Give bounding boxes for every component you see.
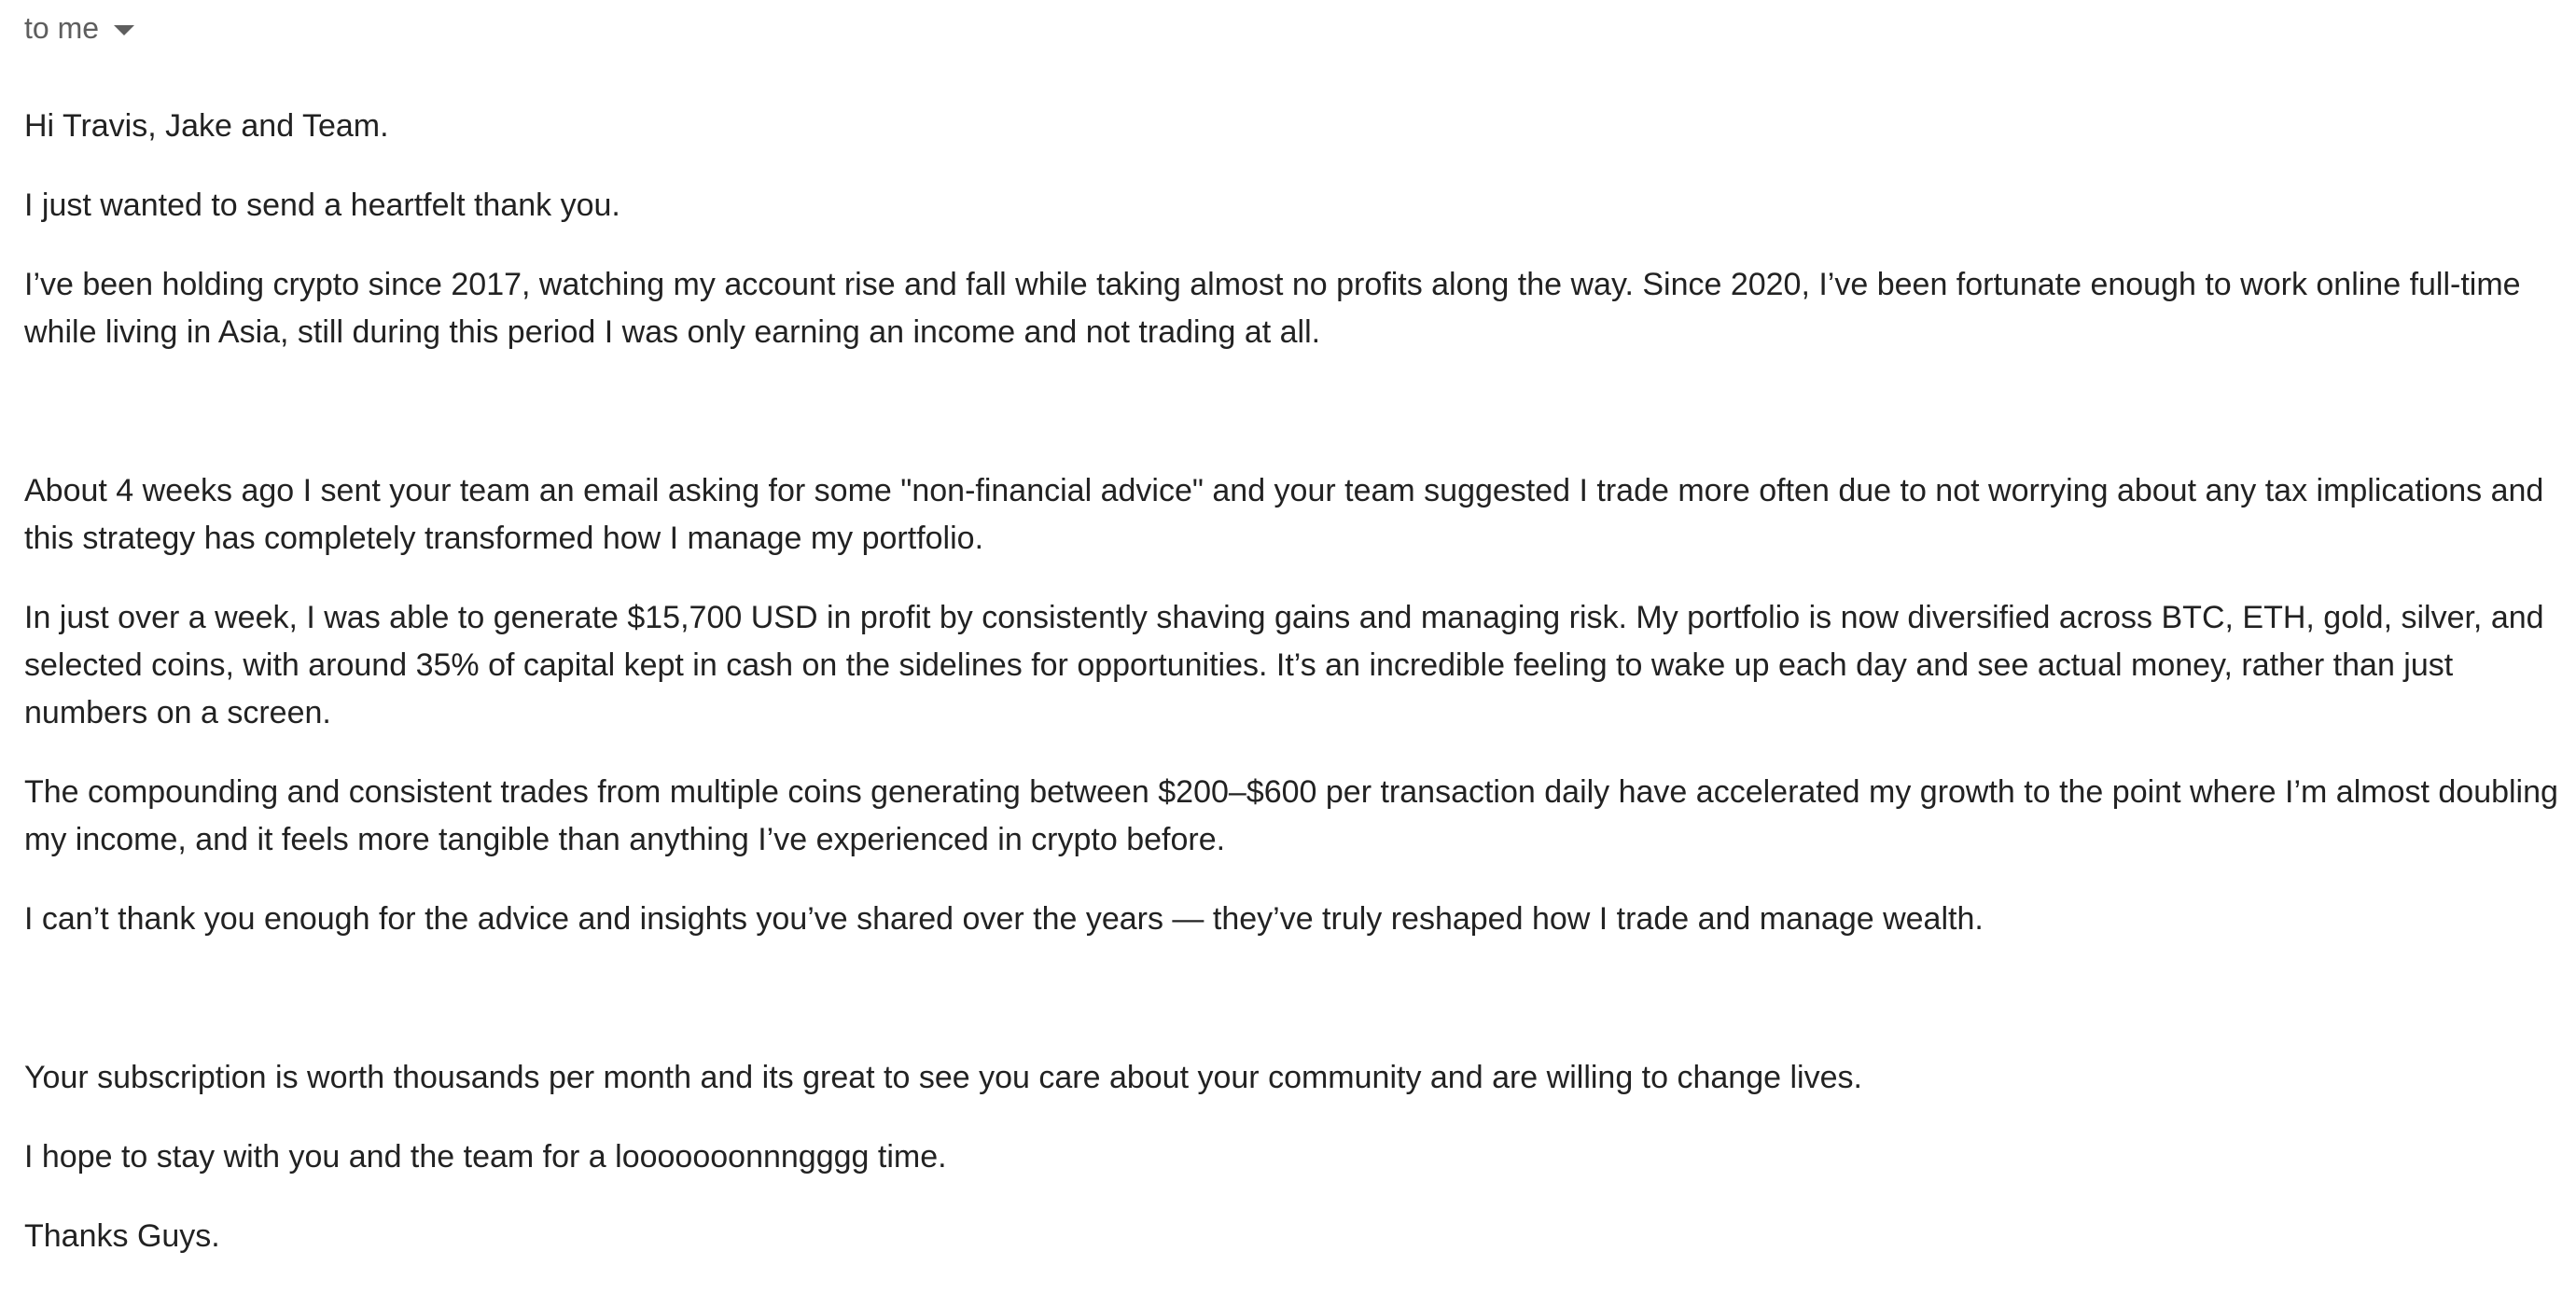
email-paragraph: I hope to stay with you and the team for a looooooonnngggg time. xyxy=(24,1139,947,1175)
recipient-details-toggle[interactable] xyxy=(24,7,134,49)
email-body xyxy=(24,103,2571,1292)
chevron-down-icon xyxy=(114,25,134,35)
email-paragraph: Hi Travis, Jake and Team. xyxy=(24,108,389,144)
email-paragraph: I just wanted to send a heartfelt thank you. xyxy=(24,188,620,223)
email-paragraph: I can’t thank you enough for the advice and insights you’ve shared over the years — they’ve truly reshaped how I trade and manage wealth. xyxy=(24,901,1984,937)
email-paragraph: The compounding and consistent trades from multiple coins generating between $200–$600 per transaction daily have accelerated my growth to the point where I’m almost doubling my income, and it feels more tangible than anything I’ve experienced in crypto before. xyxy=(24,774,2558,857)
blank-line xyxy=(24,388,2571,467)
email-paragraph: I’ve been holding crypto since 2017, watching my account rise and fall while taking almost no profits along the way. Since 2020, I’ve been fortunate enough to work online full-time while living in Asia, still during this period I was only earning an income and not trading at all. xyxy=(24,267,2521,350)
recipient-label: to me xyxy=(24,10,100,45)
blank-line xyxy=(24,975,2571,1054)
email-paragraph: Your subscription is worth thousands per month and its great to see you care about your community and are willing to change lives. xyxy=(24,1060,1862,1095)
email-paragraph: In just over a week, I was able to generate $15,700 USD in profit by consistently shaving gains and managing risk. My portfolio is now diversified across BTC, ETH, gold, silver, and selected coins, with around 35% of capital kept in cash on the sidelines for opportunities. It’s an incredible feeling to wake up each day and see actual money, rather than just numbers on a screen. xyxy=(24,600,2544,730)
email-signoff: Thanks Guys. xyxy=(24,1218,220,1254)
email-paragraph: About 4 weeks ago I sent your team an email asking for some "non-financial advice" and your team suggested I trade more often due to not worrying about any tax implications and this strategy has completely transformed how I manage my portfolio. xyxy=(24,473,2544,556)
cropped-header-icons xyxy=(2267,0,2379,4)
